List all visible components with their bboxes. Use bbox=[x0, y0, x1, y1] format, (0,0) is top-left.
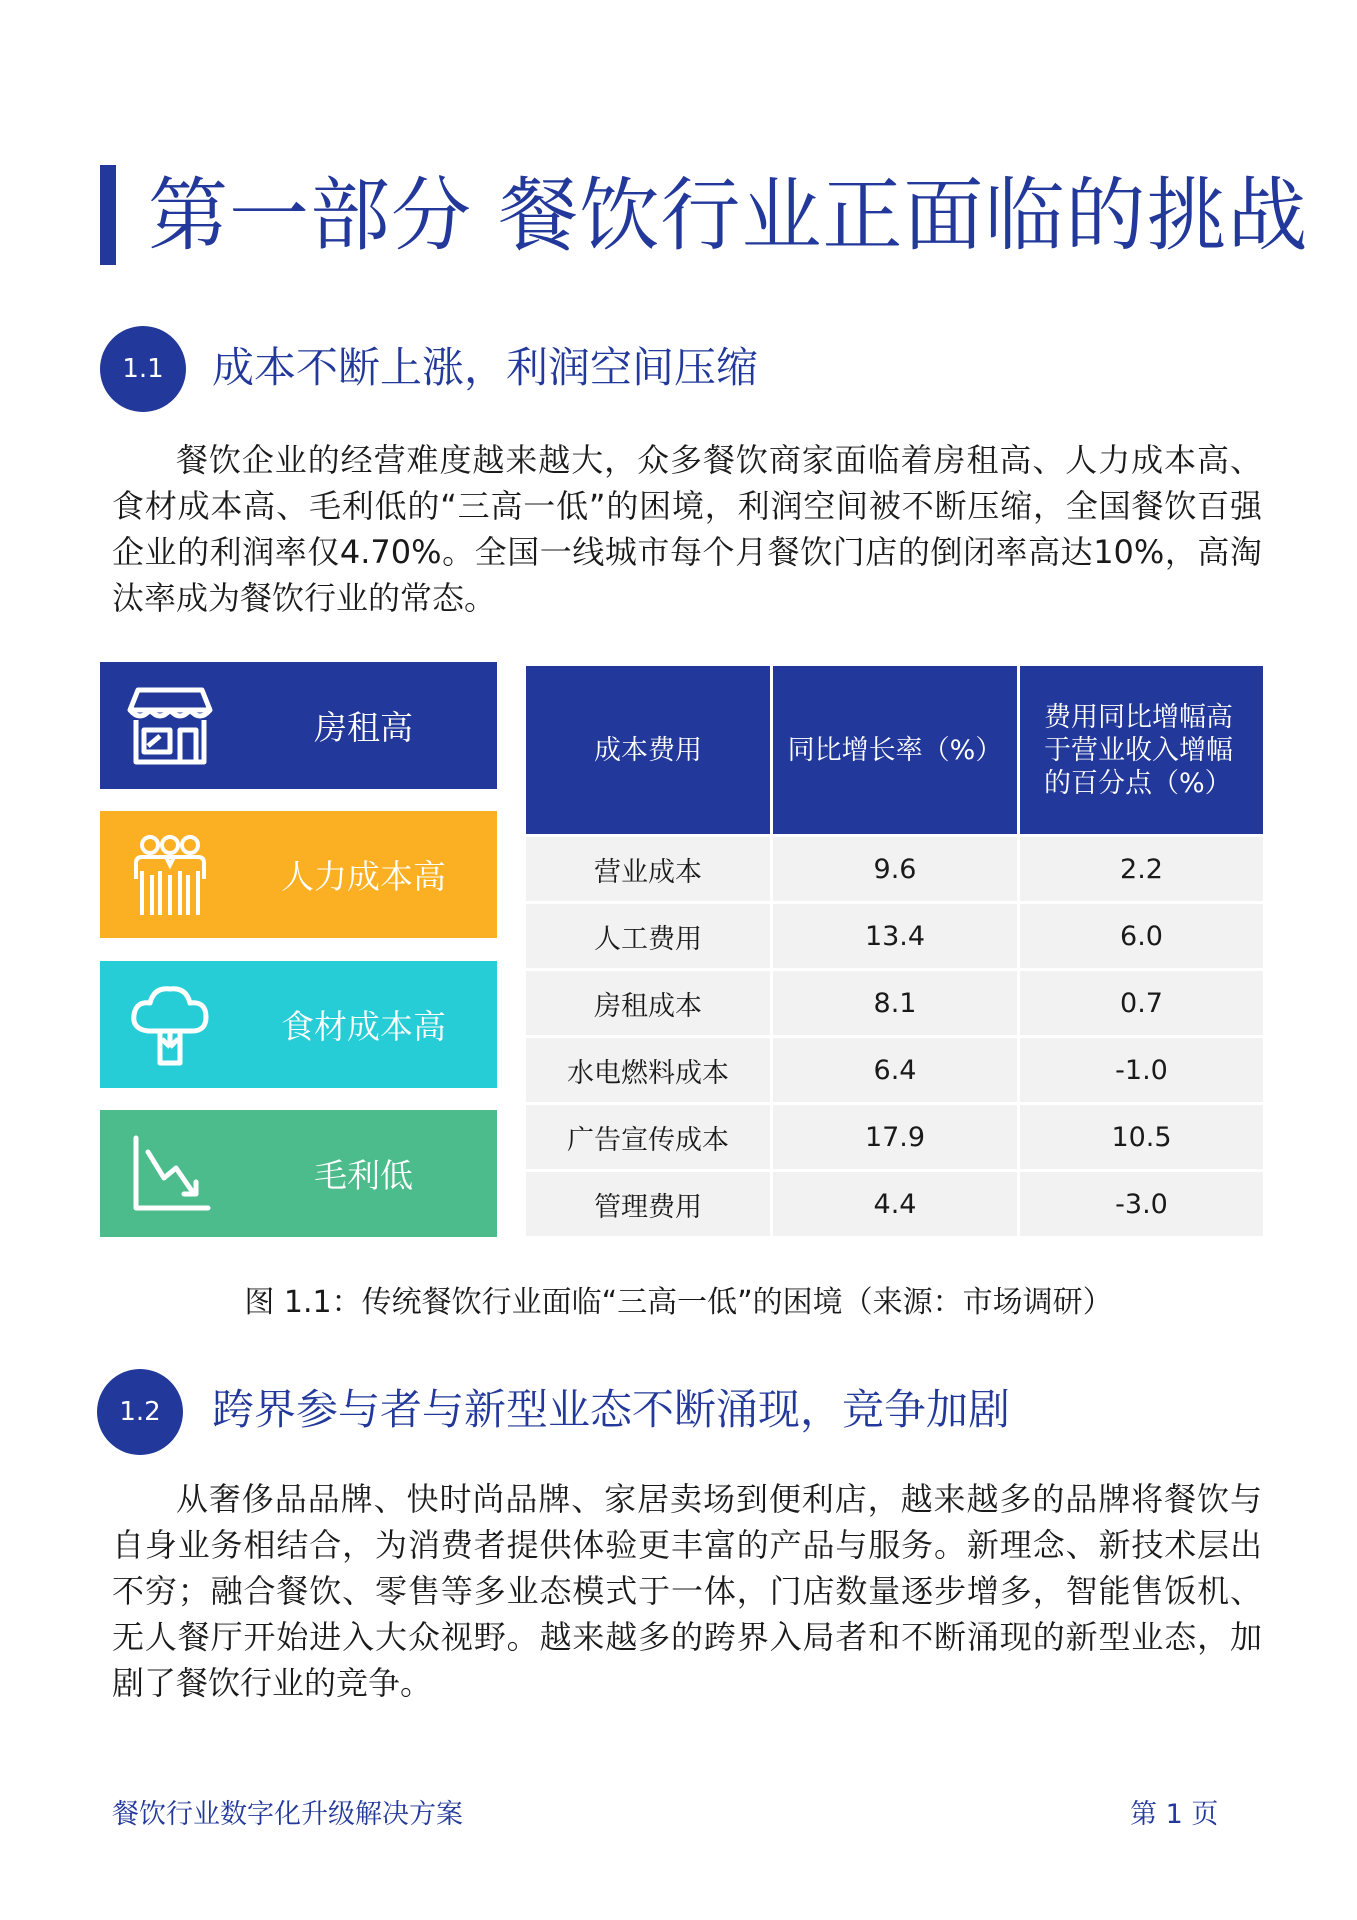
table-cell: 广告宣传成本 bbox=[525, 1104, 772, 1171]
card-low-gross-margin bbox=[100, 1110, 497, 1237]
table-cell: 17.9 bbox=[772, 1104, 1019, 1171]
table-header-cell: 同比增长率（%） bbox=[772, 665, 1019, 836]
table-cell: -3.0 bbox=[1019, 1171, 1265, 1238]
card-label: 人力成本高 bbox=[281, 857, 446, 896]
table-cell: 4.4 bbox=[772, 1171, 1019, 1238]
cost-growth-table bbox=[523, 663, 1266, 1239]
section-heading: 跨界参与者与新型业态不断涌现，竞争加剧 bbox=[212, 1385, 1011, 1434]
table-cell: 9.6 bbox=[772, 836, 1019, 903]
table-cell: 10.5 bbox=[1019, 1104, 1265, 1171]
table-cell: 水电燃料成本 bbox=[525, 1037, 772, 1104]
table-cell: 房租成本 bbox=[525, 970, 772, 1037]
people-group-icon bbox=[126, 831, 214, 919]
card-high-labor-cost bbox=[100, 811, 497, 938]
table-row bbox=[525, 1171, 1265, 1238]
table-cell: 0.7 bbox=[1019, 970, 1265, 1037]
table-row bbox=[525, 836, 1265, 903]
broccoli-icon bbox=[126, 981, 214, 1069]
card-label: 房租高 bbox=[314, 708, 413, 747]
page-title: 第一部分 餐饮行业正面临的挑战 bbox=[148, 169, 1309, 262]
title-accent-bar bbox=[100, 165, 116, 265]
table-cell: 管理费用 bbox=[525, 1171, 772, 1238]
table-cell: 13.4 bbox=[772, 903, 1019, 970]
table-cell: 人工费用 bbox=[525, 903, 772, 970]
table-cell: 6.0 bbox=[1019, 903, 1265, 970]
footer-page-number: 第 1 页 bbox=[1130, 1799, 1219, 1830]
card-high-rent bbox=[100, 662, 497, 789]
table-header-cell: 费用同比增幅高于营业收入增幅的百分点（%） bbox=[1019, 665, 1265, 836]
section-number-badge: 1.1 bbox=[100, 326, 186, 412]
table-cell: 6.4 bbox=[772, 1037, 1019, 1104]
section-paragraph: 从奢侈品品牌、快时尚品牌、家居卖场到便利店，越来越多的品牌将餐饮与自身业务相结合，为消费者提供体验更丰富的产品与服务。新理念、新技术层出不穷；融合餐饮、零售等多业态模式于一体，门店数量逐步增多，智能售饭机、无人餐厅开始进入大众视野。越来越多的跨界入局者和不断涌现的新型业态，加剧了餐饮行业的竞争。 bbox=[112, 1480, 1262, 1702]
table-cell: 8.1 bbox=[772, 970, 1019, 1037]
table-row bbox=[525, 970, 1265, 1037]
card-high-ingredient-cost bbox=[100, 961, 497, 1088]
storefront-icon bbox=[126, 682, 214, 770]
section-paragraph: 餐饮企业的经营难度越来越大，众多餐饮商家面临着房租高、人力成本高、食材成本高、毛利低的“三高一低”的困境，利润空间被不断压缩，全国餐饮百强企业的利润率仅4.70%。全国一线城市每个月餐饮门店的倒闭率高达10%，高淘汰率成为餐饮行业的常态。 bbox=[112, 441, 1262, 617]
card-label: 毛利低 bbox=[314, 1156, 413, 1195]
table-row bbox=[525, 1037, 1265, 1104]
footer-document-title: 餐饮行业数字化升级解决方案 bbox=[112, 1799, 463, 1830]
table-row bbox=[525, 903, 1265, 970]
figure-caption: 图 1.1：传统餐饮行业面临“三高一低”的困境（来源：市场调研） bbox=[244, 1285, 1113, 1320]
declining-chart-icon bbox=[126, 1130, 214, 1218]
table-row bbox=[525, 1104, 1265, 1171]
table-cell: 营业成本 bbox=[525, 836, 772, 903]
table-cell: 2.2 bbox=[1019, 836, 1265, 903]
section-number-badge: 1.2 bbox=[97, 1369, 183, 1455]
table-header-cell: 成本费用 bbox=[525, 665, 772, 836]
section-heading: 成本不断上涨，利润空间压缩 bbox=[212, 343, 759, 392]
card-label: 食材成本高 bbox=[281, 1007, 446, 1046]
table-header-row bbox=[525, 665, 1265, 836]
table-cell: -1.0 bbox=[1019, 1037, 1265, 1104]
